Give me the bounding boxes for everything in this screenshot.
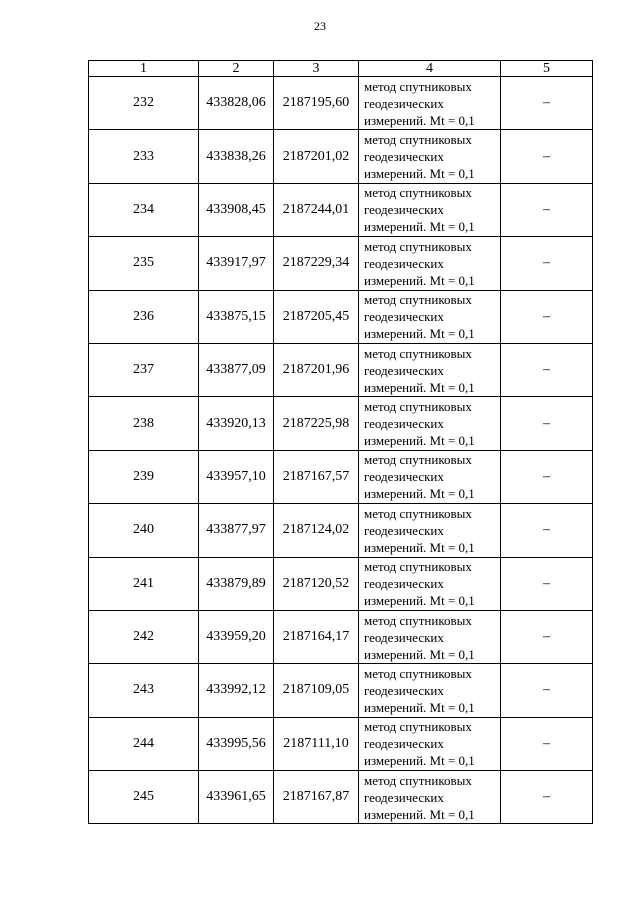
x-coordinate-cell: 433828,06 <box>199 77 274 130</box>
method-line: геодезических <box>364 576 444 592</box>
point-number-cell: 237 <box>89 343 199 396</box>
x-coordinate-cell: 433957,10 <box>199 450 274 503</box>
x-coordinate-cell: 433838,26 <box>199 130 274 183</box>
method-line: метод спутниковых <box>364 132 472 148</box>
method-line: геодезических <box>364 416 444 432</box>
point-number-cell: 239 <box>89 450 199 503</box>
method-line: геодезических <box>364 469 444 485</box>
y-coordinate-cell: 2187167,57 <box>274 450 359 503</box>
method-line: измерений. Mt = 0,1 <box>364 272 475 288</box>
method-cell <box>359 237 501 290</box>
y-coordinate-cell: 2187120,52 <box>274 557 359 610</box>
method-line: метод спутниковых <box>364 292 472 308</box>
column-header-3: 3 <box>274 61 359 77</box>
table-row <box>89 397 593 450</box>
note-cell: – <box>501 771 593 824</box>
y-coordinate-cell: 2187201,96 <box>274 343 359 396</box>
method-line: геодезических <box>364 149 444 165</box>
method-line: измерений. Mt = 0,1 <box>364 753 475 769</box>
column-header-2: 2 <box>199 61 274 77</box>
point-number-cell: 244 <box>89 717 199 770</box>
y-coordinate-cell: 2187195,60 <box>274 77 359 130</box>
point-number-cell: 235 <box>89 237 199 290</box>
x-coordinate-cell: 433877,97 <box>199 504 274 557</box>
method-cell <box>359 290 501 343</box>
note-cell: – <box>501 610 593 663</box>
method-cell <box>359 610 501 663</box>
method-line: геодезических <box>364 309 444 325</box>
table-row <box>89 771 593 824</box>
method-line: геодезических <box>364 202 444 218</box>
method-line: метод спутниковых <box>364 772 472 788</box>
point-number-cell: 233 <box>89 130 199 183</box>
y-coordinate-cell: 2187201,02 <box>274 130 359 183</box>
note-cell: – <box>501 237 593 290</box>
table-row <box>89 450 593 503</box>
table-row <box>89 290 593 343</box>
x-coordinate-cell: 433879,89 <box>199 557 274 610</box>
method-line: метод спутниковых <box>364 399 472 415</box>
point-number-cell: 240 <box>89 504 199 557</box>
x-coordinate-cell: 433908,45 <box>199 183 274 236</box>
table-row <box>89 504 593 557</box>
method-line: измерений. Mt = 0,1 <box>364 112 475 128</box>
method-line: метод спутниковых <box>364 238 472 254</box>
method-cell <box>359 183 501 236</box>
method-line: измерений. Mt = 0,1 <box>364 433 475 449</box>
table-row <box>89 717 593 770</box>
method-cell <box>359 771 501 824</box>
x-coordinate-cell: 433877,09 <box>199 343 274 396</box>
method-line: геодезических <box>364 629 444 645</box>
x-coordinate-cell: 433961,65 <box>199 771 274 824</box>
point-number-cell: 241 <box>89 557 199 610</box>
method-line: измерений. Mt = 0,1 <box>364 806 475 822</box>
point-number-cell: 242 <box>89 610 199 663</box>
note-cell: – <box>501 397 593 450</box>
method-line: измерений. Mt = 0,1 <box>364 646 475 662</box>
method-line: геодезических <box>364 789 444 805</box>
method-line: метод спутниковых <box>364 185 472 201</box>
x-coordinate-cell: 433995,56 <box>199 717 274 770</box>
method-line: измерений. Mt = 0,1 <box>364 326 475 342</box>
method-line: метод спутниковых <box>364 345 472 361</box>
column-header-5: 5 <box>501 61 593 77</box>
method-line: метод спутниковых <box>364 719 472 735</box>
method-line: измерений. Mt = 0,1 <box>364 593 475 609</box>
coordinates-table <box>88 60 593 824</box>
method-cell <box>359 557 501 610</box>
y-coordinate-cell: 2187164,17 <box>274 610 359 663</box>
y-coordinate-cell: 2187111,10 <box>274 717 359 770</box>
method-cell <box>359 397 501 450</box>
note-cell: – <box>501 183 593 236</box>
table-row <box>89 664 593 717</box>
method-cell <box>359 450 501 503</box>
y-coordinate-cell: 2187244,01 <box>274 183 359 236</box>
y-coordinate-cell: 2187124,02 <box>274 504 359 557</box>
table-body <box>89 77 593 824</box>
table-row <box>89 557 593 610</box>
method-line: геодезических <box>364 255 444 271</box>
point-number-cell: 243 <box>89 664 199 717</box>
note-cell: – <box>501 290 593 343</box>
method-line: метод спутниковых <box>364 665 472 681</box>
point-number-cell: 245 <box>89 771 199 824</box>
method-line: метод спутниковых <box>364 78 472 94</box>
note-cell: – <box>501 664 593 717</box>
x-coordinate-cell: 433917,97 <box>199 237 274 290</box>
note-cell: – <box>501 450 593 503</box>
method-cell <box>359 343 501 396</box>
note-cell: – <box>501 77 593 130</box>
method-line: геодезических <box>364 736 444 752</box>
note-cell: – <box>501 557 593 610</box>
method-line: геодезических <box>364 522 444 538</box>
y-coordinate-cell: 2187109,05 <box>274 664 359 717</box>
point-number-cell: 236 <box>89 290 199 343</box>
method-cell <box>359 77 501 130</box>
table-row <box>89 183 593 236</box>
method-line: измерений. Mt = 0,1 <box>364 219 475 235</box>
x-coordinate-cell: 433920,13 <box>199 397 274 450</box>
method-line: геодезических <box>364 95 444 111</box>
method-cell <box>359 717 501 770</box>
page-number: 23 <box>314 19 326 33</box>
method-cell <box>359 504 501 557</box>
x-coordinate-cell: 433959,20 <box>199 610 274 663</box>
column-header-4: 4 <box>359 61 501 77</box>
method-line: геодезических <box>364 682 444 698</box>
method-line: измерений. Mt = 0,1 <box>364 539 475 555</box>
method-line: метод спутниковых <box>364 612 472 628</box>
point-number-cell: 238 <box>89 397 199 450</box>
y-coordinate-cell: 2187205,45 <box>274 290 359 343</box>
note-cell: – <box>501 504 593 557</box>
y-coordinate-cell: 2187225,98 <box>274 397 359 450</box>
note-cell: – <box>501 130 593 183</box>
method-cell <box>359 664 501 717</box>
column-header-1: 1 <box>89 61 199 77</box>
x-coordinate-cell: 433992,12 <box>199 664 274 717</box>
table-header-row <box>89 61 593 77</box>
method-line: метод спутниковых <box>364 505 472 521</box>
method-line: измерений. Mt = 0,1 <box>364 379 475 395</box>
method-line: метод спутниковых <box>364 452 472 468</box>
table-row <box>89 130 593 183</box>
y-coordinate-cell: 2187167,87 <box>274 771 359 824</box>
y-coordinate-cell: 2187229,34 <box>274 237 359 290</box>
method-cell <box>359 130 501 183</box>
method-line: геодезических <box>364 362 444 378</box>
x-coordinate-cell: 433875,15 <box>199 290 274 343</box>
point-number-cell: 232 <box>89 77 199 130</box>
note-cell: – <box>501 717 593 770</box>
method-line: измерений. Mt = 0,1 <box>364 699 475 715</box>
note-cell: – <box>501 343 593 396</box>
table-row <box>89 237 593 290</box>
method-line: измерений. Mt = 0,1 <box>364 486 475 502</box>
table-row <box>89 610 593 663</box>
method-line: метод спутниковых <box>364 559 472 575</box>
table-row <box>89 343 593 396</box>
point-number-cell: 234 <box>89 183 199 236</box>
method-line: измерений. Mt = 0,1 <box>364 166 475 182</box>
table-row <box>89 77 593 130</box>
